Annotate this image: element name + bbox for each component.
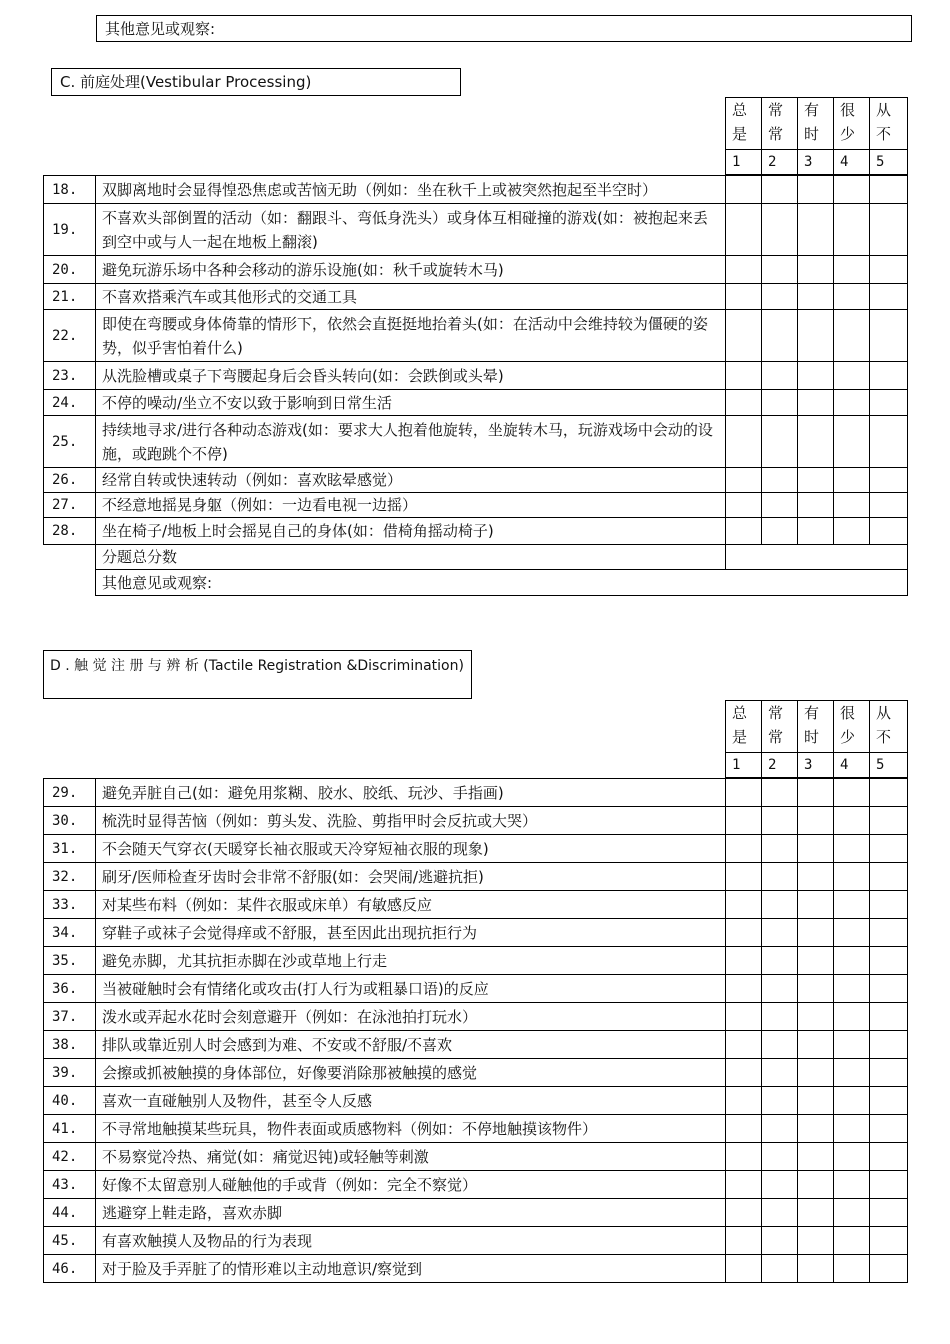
- score-cell-2[interactable]: [762, 779, 798, 807]
- score-cell-4[interactable]: [834, 1255, 870, 1283]
- header-sometimes: 有 时: [798, 701, 834, 753]
- score-cell-5[interactable]: [870, 975, 908, 1003]
- score-cell-1[interactable]: [726, 1227, 762, 1255]
- score-cell-4[interactable]: [834, 1003, 870, 1031]
- score-cell-5[interactable]: [870, 256, 908, 284]
- item-number: 35.: [44, 947, 96, 975]
- scale-2: 2: [762, 150, 798, 175]
- score-cell-2[interactable]: [762, 1087, 798, 1115]
- item-number: 21.: [44, 284, 96, 310]
- item-text: 逃避穿上鞋走路，喜欢赤脚: [96, 1199, 726, 1227]
- score-cell-4[interactable]: [834, 1059, 870, 1087]
- score-cell-2[interactable]: [762, 256, 798, 284]
- score-cell-5[interactable]: [870, 779, 908, 807]
- score-cell-3[interactable]: [798, 1199, 834, 1227]
- header-always: 总 是: [726, 98, 762, 150]
- item-number: 46.: [44, 1255, 96, 1283]
- item-row: [44, 975, 908, 1003]
- item-number: 36.: [44, 975, 96, 1003]
- item-text: 泼水或弄起水花时会刻意避开（例如：在泳池拍打玩水）: [96, 1003, 726, 1031]
- item-row: [44, 1087, 908, 1115]
- item-text: 不喜欢头部倒置的活动（如：翻跟斗、弯低身洗头）或身体互相碰撞的游戏(如：被抱起来丢到空中或与人一起在地板上翻滚): [96, 204, 726, 256]
- score-cell-4[interactable]: [834, 1031, 870, 1059]
- score-cell-1[interactable]: [726, 947, 762, 975]
- score-cell-1[interactable]: [726, 779, 762, 807]
- scale-3: 3: [798, 150, 834, 175]
- section-d-scale-header: [725, 700, 908, 778]
- score-cell-3[interactable]: [798, 779, 834, 807]
- score-cell-5[interactable]: [870, 1171, 908, 1199]
- item-text: 喜欢一直碰触别人及物件，甚至令人反感: [96, 1087, 726, 1115]
- item-text: 排队或靠近别人时会感到为难、不安或不舒服/不喜欢: [96, 1031, 726, 1059]
- score-cell-1[interactable]: [726, 176, 762, 204]
- scale-5: 5: [870, 150, 908, 175]
- score-cell-1[interactable]: [726, 416, 762, 468]
- item-row: [44, 204, 908, 256]
- score-cell-5[interactable]: [870, 362, 908, 390]
- scale-4: 4: [834, 150, 870, 175]
- item-text: 即使在弯腰或身体倚靠的情形下，依然会直挺挺地抬着头(如：在活动中会维持较为僵硬的姿势，似乎害怕着什么): [96, 310, 726, 362]
- item-number: 30.: [44, 807, 96, 835]
- score-cell-4[interactable]: [834, 204, 870, 256]
- item-text: 不易察觉冷热、痛觉(如：痛觉迟钝)或轻触等刺激: [96, 1143, 726, 1171]
- item-number: 31.: [44, 835, 96, 863]
- section-c-items-table: [43, 175, 908, 545]
- score-cell-1[interactable]: [726, 919, 762, 947]
- score-cell-3[interactable]: [798, 256, 834, 284]
- score-cell-3[interactable]: [798, 1115, 834, 1143]
- item-row: [44, 518, 908, 545]
- score-cell-3[interactable]: [798, 390, 834, 416]
- subtotal-score-cell[interactable]: [726, 545, 908, 570]
- score-cell-5[interactable]: [870, 891, 908, 919]
- score-cell-1[interactable]: [726, 493, 762, 518]
- score-cell-4[interactable]: [834, 919, 870, 947]
- score-cell-5[interactable]: [870, 835, 908, 863]
- item-number: 20.: [44, 256, 96, 284]
- score-cell-4[interactable]: [834, 975, 870, 1003]
- score-cell-3[interactable]: [798, 468, 834, 493]
- score-cell-1[interactable]: [726, 807, 762, 835]
- score-cell-4[interactable]: [834, 1171, 870, 1199]
- score-cell-1[interactable]: [726, 891, 762, 919]
- scale-4: 4: [834, 753, 870, 778]
- item-row: [44, 779, 908, 807]
- score-cell-5[interactable]: [870, 284, 908, 310]
- score-cell-4[interactable]: [834, 779, 870, 807]
- item-number: 24.: [44, 390, 96, 416]
- score-cell-2[interactable]: [762, 947, 798, 975]
- score-cell-5[interactable]: [870, 1003, 908, 1031]
- score-cell-2[interactable]: [762, 1171, 798, 1199]
- score-cell-4[interactable]: [834, 284, 870, 310]
- item-text: 避免玩游乐场中各种会移动的游乐设施(如：秋千或旋转木马): [96, 256, 726, 284]
- score-cell-2[interactable]: [762, 1255, 798, 1283]
- score-cell-2[interactable]: [762, 1199, 798, 1227]
- score-cell-1[interactable]: [726, 1171, 762, 1199]
- score-cell-5[interactable]: [870, 863, 908, 891]
- score-cell-2[interactable]: [762, 176, 798, 204]
- item-row: [44, 1255, 908, 1283]
- item-number: 19.: [44, 204, 96, 256]
- item-row: [44, 1115, 908, 1143]
- score-cell-2[interactable]: [762, 416, 798, 468]
- item-number: 37.: [44, 1003, 96, 1031]
- score-cell-3[interactable]: [798, 1031, 834, 1059]
- scale-5: 5: [870, 753, 908, 778]
- score-cell-3[interactable]: [798, 1171, 834, 1199]
- score-cell-4[interactable]: [834, 807, 870, 835]
- item-text: 对某些布料（例如：某件衣服或床单）有敏感反应: [96, 891, 726, 919]
- item-number: 38.: [44, 1031, 96, 1059]
- score-cell-5[interactable]: [870, 1031, 908, 1059]
- item-number: 45.: [44, 1227, 96, 1255]
- score-cell-5[interactable]: [870, 518, 908, 545]
- item-text: 对于脸及手弄脏了的情形难以主动地意识/察觉到: [96, 1255, 726, 1283]
- score-cell-2[interactable]: [762, 204, 798, 256]
- section-c-title: C. 前庭处理(Vestibular Processing): [60, 73, 312, 91]
- item-number: 41.: [44, 1115, 96, 1143]
- score-cell-1[interactable]: [726, 310, 762, 362]
- top-notes-label: 其他意见或观察:: [105, 20, 216, 38]
- score-cell-5[interactable]: [870, 807, 908, 835]
- score-cell-4[interactable]: [834, 1227, 870, 1255]
- score-cell-5[interactable]: [870, 1087, 908, 1115]
- score-cell-4[interactable]: [834, 310, 870, 362]
- score-cell-2[interactable]: [762, 468, 798, 493]
- score-cell-2[interactable]: [762, 518, 798, 545]
- item-text: 从洗脸槽或桌子下弯腰起身后会昏头转向(如：会跌倒或头晕): [96, 362, 726, 390]
- score-cell-1[interactable]: [726, 1115, 762, 1143]
- score-cell-1[interactable]: [726, 1031, 762, 1059]
- item-number: 39.: [44, 1059, 96, 1087]
- score-cell-4[interactable]: [834, 468, 870, 493]
- item-number: 28.: [44, 518, 96, 545]
- item-number: 18.: [44, 176, 96, 204]
- item-text: 不停的噪动/坐立不安以致于影响到日常生活: [96, 390, 726, 416]
- item-row: [44, 493, 908, 518]
- item-number: 22.: [44, 310, 96, 362]
- item-number: 32.: [44, 863, 96, 891]
- item-text: 不会随天气穿衣(天暖穿长袖衣服或天冷穿短袖衣服的现象): [96, 835, 726, 863]
- score-cell-2[interactable]: [762, 1031, 798, 1059]
- score-cell-3[interactable]: [798, 518, 834, 545]
- item-number: 44.: [44, 1199, 96, 1227]
- item-row: [44, 891, 908, 919]
- score-cell-3[interactable]: [798, 891, 834, 919]
- item-row: [44, 1227, 908, 1255]
- score-cell-4[interactable]: [834, 493, 870, 518]
- item-row: [44, 310, 908, 362]
- score-cell-5[interactable]: [870, 947, 908, 975]
- score-cell-5[interactable]: [870, 1199, 908, 1227]
- item-row: [44, 468, 908, 493]
- item-row: [44, 176, 908, 204]
- score-cell-3[interactable]: [798, 807, 834, 835]
- score-cell-2[interactable]: [762, 362, 798, 390]
- score-cell-2[interactable]: [762, 1115, 798, 1143]
- score-cell-4[interactable]: [834, 518, 870, 545]
- score-cell-3[interactable]: [798, 835, 834, 863]
- score-cell-3[interactable]: [798, 1003, 834, 1031]
- item-row: [44, 1059, 908, 1087]
- score-cell-4[interactable]: [834, 863, 870, 891]
- score-cell-2[interactable]: [762, 807, 798, 835]
- score-cell-2[interactable]: [762, 919, 798, 947]
- score-cell-1[interactable]: [726, 1003, 762, 1031]
- score-cell-1[interactable]: [726, 835, 762, 863]
- score-cell-5[interactable]: [870, 1143, 908, 1171]
- score-cell-5[interactable]: [870, 493, 908, 518]
- section-d-title: D . 触 觉 注 册 与 辨 析 (Tactile Registration &Discrimination): [50, 658, 464, 674]
- score-cell-2[interactable]: [762, 891, 798, 919]
- score-cell-3[interactable]: [798, 1227, 834, 1255]
- score-cell-5[interactable]: [870, 416, 908, 468]
- item-text: 穿鞋子或袜子会觉得痒或不舒服，甚至因此出现抗拒行为: [96, 919, 726, 947]
- score-cell-1[interactable]: [726, 1059, 762, 1087]
- item-text: 坐在椅子/地板上时会摇晃自己的身体(如：借椅角摇动椅子): [96, 518, 726, 545]
- score-cell-1[interactable]: [726, 362, 762, 390]
- score-cell-3[interactable]: [798, 947, 834, 975]
- item-number: 26.: [44, 468, 96, 493]
- score-cell-2[interactable]: [762, 1143, 798, 1171]
- item-text: 梳洗时显得苦恼（例如：剪头发、洗脸、剪指甲时会反抗或大哭）: [96, 807, 726, 835]
- score-cell-5[interactable]: [870, 176, 908, 204]
- header-seldom: 很 少: [834, 98, 870, 150]
- item-text: 不喜欢搭乘汽车或其他形式的交通工具: [96, 284, 726, 310]
- score-cell-4[interactable]: [834, 256, 870, 284]
- score-cell-4[interactable]: [834, 390, 870, 416]
- score-cell-4[interactable]: [834, 1199, 870, 1227]
- score-cell-2[interactable]: [762, 493, 798, 518]
- score-cell-1[interactable]: [726, 256, 762, 284]
- scale-1: 1: [726, 753, 762, 778]
- score-cell-1[interactable]: [726, 204, 762, 256]
- score-cell-3[interactable]: [798, 1143, 834, 1171]
- score-cell-3[interactable]: [798, 362, 834, 390]
- score-cell-2[interactable]: [762, 1003, 798, 1031]
- score-cell-1[interactable]: [726, 1087, 762, 1115]
- score-cell-2[interactable]: [762, 284, 798, 310]
- item-text: 不寻常地触摸某些玩具，物件表面或质感物料（例如：不停地触摸该物件）: [96, 1115, 726, 1143]
- item-row: [44, 807, 908, 835]
- item-text: 刷牙/医师检查牙齿时会非常不舒服(如：会哭闹/逃避抗拒): [96, 863, 726, 891]
- score-cell-4[interactable]: [834, 1143, 870, 1171]
- item-number: 23.: [44, 362, 96, 390]
- item-row: [44, 284, 908, 310]
- item-row: [44, 1171, 908, 1199]
- score-cell-2[interactable]: [762, 835, 798, 863]
- section-d-items-table: [43, 778, 908, 1283]
- score-cell-1[interactable]: [726, 390, 762, 416]
- score-cell-3[interactable]: [798, 176, 834, 204]
- score-cell-1[interactable]: [726, 1199, 762, 1227]
- item-number: 34.: [44, 919, 96, 947]
- score-cell-3[interactable]: [798, 493, 834, 518]
- score-cell-2[interactable]: [762, 390, 798, 416]
- header-seldom: 很 少: [834, 701, 870, 753]
- score-cell-3[interactable]: [798, 919, 834, 947]
- item-row: [44, 256, 908, 284]
- header-never: 从 不: [870, 701, 908, 753]
- item-text: 当被碰触时会有情绪化或攻击(打人行为或粗暴口语)的反应: [96, 975, 726, 1003]
- item-row: [44, 947, 908, 975]
- score-cell-1[interactable]: [726, 468, 762, 493]
- top-notes-box: [96, 15, 912, 42]
- item-text: 不经意地摇晃身躯（例如：一边看电视一边摇）: [96, 493, 726, 518]
- score-cell-1[interactable]: [726, 1255, 762, 1283]
- header-always: 总 是: [726, 701, 762, 753]
- item-number: 33.: [44, 891, 96, 919]
- item-text: 避免赤脚，尤其抗拒赤脚在沙或草地上行走: [96, 947, 726, 975]
- item-number: 27.: [44, 493, 96, 518]
- score-cell-4[interactable]: [834, 891, 870, 919]
- header-sometimes: 有 时: [798, 98, 834, 150]
- item-row: [44, 390, 908, 416]
- score-cell-4[interactable]: [834, 947, 870, 975]
- subtotal-label: 分题总分数: [96, 545, 726, 570]
- item-text: 避免弄脏自己(如：避免用浆糊、胶水、胶纸、玩沙、手指画): [96, 779, 726, 807]
- item-row: [44, 1199, 908, 1227]
- item-row: [44, 863, 908, 891]
- score-cell-2[interactable]: [762, 310, 798, 362]
- item-text: 经常自转或快速转动（例如：喜欢眩晕感觉）: [96, 468, 726, 493]
- score-cell-1[interactable]: [726, 284, 762, 310]
- item-number: 40.: [44, 1087, 96, 1115]
- header-often: 常 常: [762, 701, 798, 753]
- score-cell-4[interactable]: [834, 416, 870, 468]
- item-row: [44, 1003, 908, 1031]
- score-cell-4[interactable]: [834, 362, 870, 390]
- score-cell-5[interactable]: [870, 1115, 908, 1143]
- item-number: 25.: [44, 416, 96, 468]
- score-cell-5[interactable]: [870, 1059, 908, 1087]
- item-number: 29.: [44, 779, 96, 807]
- item-text: 有喜欢触摸人及物品的行为表现: [96, 1227, 726, 1255]
- score-cell-5[interactable]: [870, 468, 908, 493]
- item-number: 43.: [44, 1171, 96, 1199]
- score-cell-5[interactable]: [870, 204, 908, 256]
- score-cell-2[interactable]: [762, 1227, 798, 1255]
- score-cell-3[interactable]: [798, 1059, 834, 1087]
- score-cell-1[interactable]: [726, 863, 762, 891]
- score-cell-2[interactable]: [762, 1059, 798, 1087]
- score-cell-3[interactable]: [798, 863, 834, 891]
- score-cell-5[interactable]: [870, 390, 908, 416]
- scale-1: 1: [726, 150, 762, 175]
- item-number: 42.: [44, 1143, 96, 1171]
- score-cell-3[interactable]: [798, 310, 834, 362]
- score-cell-5[interactable]: [870, 1227, 908, 1255]
- header-often: 常 常: [762, 98, 798, 150]
- score-cell-2[interactable]: [762, 863, 798, 891]
- section-c-title-box: [51, 68, 461, 96]
- section-d-title-box: [43, 650, 472, 699]
- score-cell-4[interactable]: [834, 1087, 870, 1115]
- score-cell-4[interactable]: [834, 176, 870, 204]
- item-text: 会擦或抓被触摸的身体部位，好像要消除那被触摸的感觉: [96, 1059, 726, 1087]
- score-cell-3[interactable]: [798, 204, 834, 256]
- item-text: 双脚离地时会显得惶恐焦虑或苦恼无助（例如：坐在秋千上或被突然抱起至半空时）: [96, 176, 726, 204]
- score-cell-1[interactable]: [726, 518, 762, 545]
- item-row: [44, 1031, 908, 1059]
- score-cell-1[interactable]: [726, 975, 762, 1003]
- score-cell-3[interactable]: [798, 1255, 834, 1283]
- score-cell-1[interactable]: [726, 1143, 762, 1171]
- section-c-scale-header: [725, 97, 908, 175]
- item-row: [44, 919, 908, 947]
- score-cell-4[interactable]: [834, 1115, 870, 1143]
- scale-2: 2: [762, 753, 798, 778]
- score-cell-2[interactable]: [762, 975, 798, 1003]
- score-cell-5[interactable]: [870, 919, 908, 947]
- section-c-notes-label: 其他意见或观察:: [96, 570, 908, 596]
- item-row: [44, 1143, 908, 1171]
- header-never: 从 不: [870, 98, 908, 150]
- item-row: [44, 835, 908, 863]
- item-text: 好像不太留意别人碰触他的手或背（例如：完全不察觉）: [96, 1171, 726, 1199]
- score-cell-3[interactable]: [798, 416, 834, 468]
- score-cell-5[interactable]: [870, 1255, 908, 1283]
- section-c-footer: [95, 544, 908, 596]
- scale-3: 3: [798, 753, 834, 778]
- item-row: [44, 362, 908, 390]
- score-cell-3[interactable]: [798, 284, 834, 310]
- score-cell-5[interactable]: [870, 310, 908, 362]
- score-cell-3[interactable]: [798, 1087, 834, 1115]
- item-row: [44, 416, 908, 468]
- score-cell-4[interactable]: [834, 835, 870, 863]
- score-cell-3[interactable]: [798, 975, 834, 1003]
- item-text: 持续地寻求/进行各种动态游戏(如：要求大人抱着他旋转，坐旋转木马，玩游戏场中会动的设施，或跑跳个不停): [96, 416, 726, 468]
